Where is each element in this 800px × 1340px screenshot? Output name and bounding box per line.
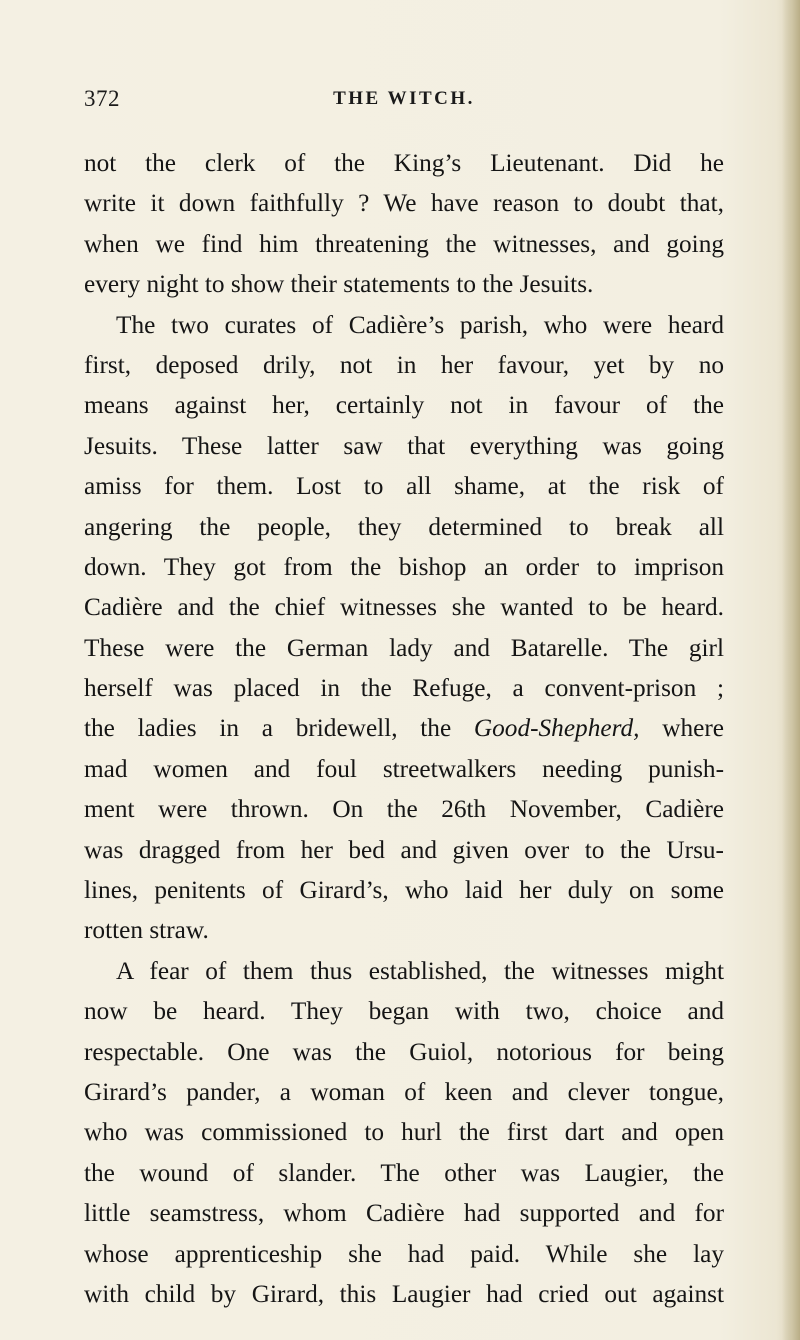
text-line: now be heard. They began with two, choice and [84,997,724,1026]
text-line: means against her, certainly not in favour of the [84,391,724,420]
running-head [84,86,724,118]
text-line: not the clerk of the King’s Lieutenant. Did he [84,149,724,177]
text-line: amiss for them. Lost to all shame, at the risk of [84,472,724,501]
text-segment: the ladies in a bridewell, the [84,714,474,743]
text-line: when we find him threatening the witnesses, and going [84,229,724,258]
text-segment: where [639,714,724,743]
text-line: herself was placed in the Refuge, a convent-prison ; [84,674,724,703]
text-line: Cadière and the chief witnesses she wanted to be heard. [84,593,724,622]
text-line: who was commissioned to hurl the first dart and open [84,1118,724,1147]
text-line: rotten straw. [84,916,209,945]
text-line: A fear of them thus established, the witnesses might [116,956,724,985]
text-line: The two curates of Cadière’s parish, who were heard [116,310,724,339]
text-line: little seamstress, whom Cadière had supported and for [84,1199,724,1228]
text-line: angering the people, they determined to break all [84,512,724,541]
text-line: ment were thrown. On the 26th November, Cadière [84,795,724,824]
text-line: was dragged from her bed and given over to the Ursu- [84,835,724,864]
running-title: THE WITCH. [333,88,475,109]
text-line: These were the German lady and Batarelle. The girl [84,633,724,662]
text-line: Girard’s pander, a woman of keen and clever tongue, [84,1077,724,1106]
body-text [84,143,724,1314]
italic-title: Good-Shepherd, [473,714,640,743]
text-line [84,708,724,748]
text-line: write it down faithfully ? We have reason to doubt that, [84,189,724,218]
text-line: first, deposed drily, not in her favour, yet by no [84,350,724,379]
text-line: every night to show their statements to the Jesuits. [84,270,594,299]
text-line: the wound of slander. The other was Laugier, the [84,1158,724,1187]
text-line: down. They got from the bishop an order to imprison [84,552,724,581]
text-line: whose apprenticeship she had paid. While she lay [84,1239,724,1268]
text-line: with child by Girard, this Laugier had cried out against [84,1279,724,1308]
text-line: lines, penitents of Girard’s, who laid her duly on some [84,876,724,905]
page-edge [782,0,800,1340]
text-line: Jesuits. These latter saw that everything was going [84,431,724,460]
page-number: 372 [84,86,120,111]
text-line: mad women and foul streetwalkers needing punish- [84,754,724,783]
text-line: respectable. One was the Guiol, notorious for being [84,1037,724,1066]
